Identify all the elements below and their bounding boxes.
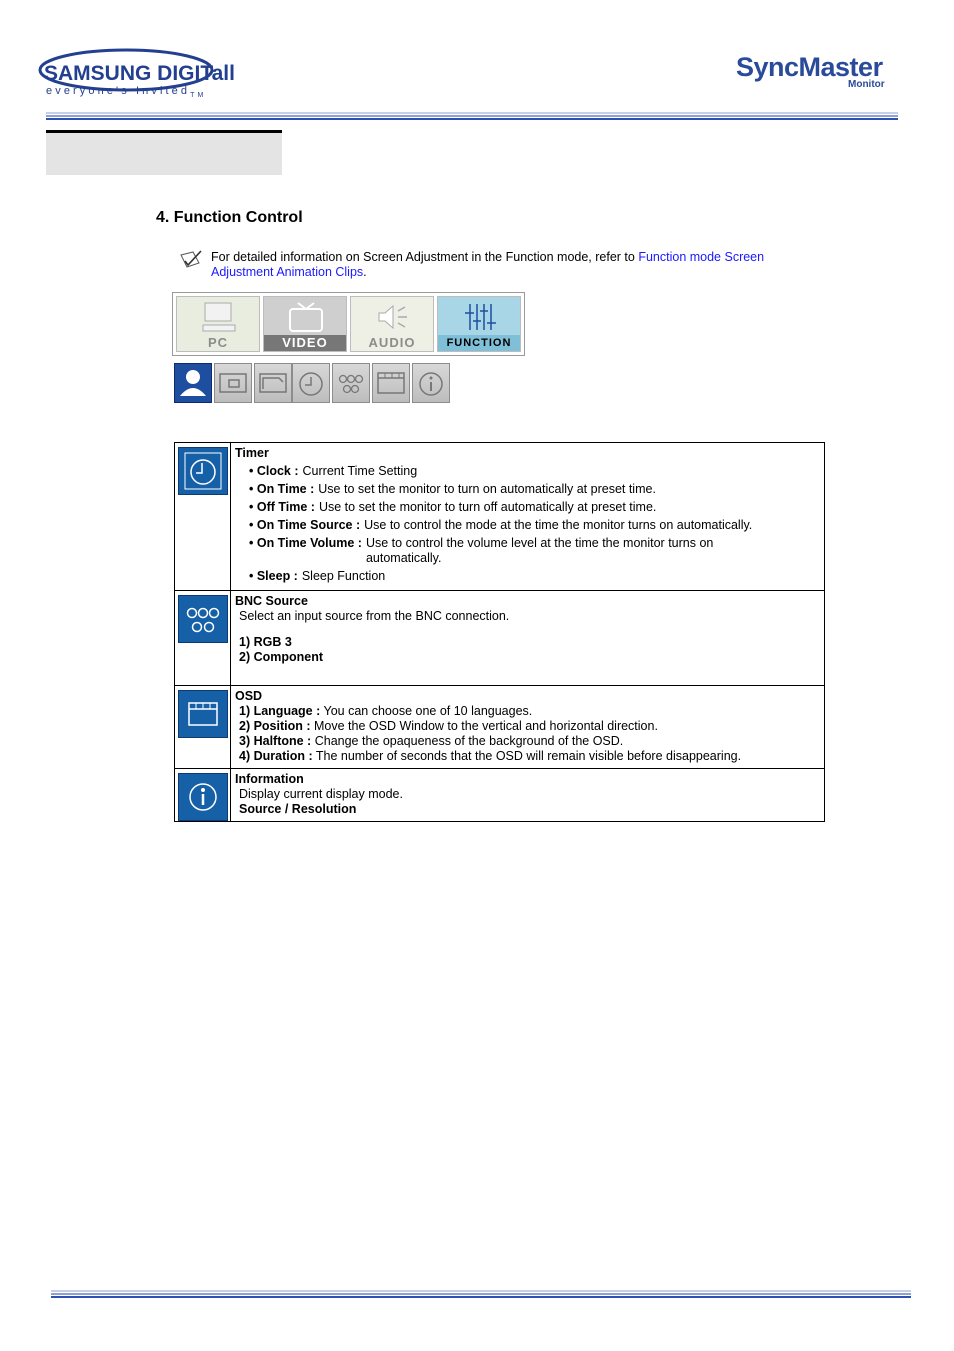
speaker-icon bbox=[375, 301, 411, 335]
bnc-title: BNC Source bbox=[235, 594, 308, 608]
list-item: 4) Duration : The number of seconds that the OSD will remain visible before disappearing. bbox=[239, 749, 742, 763]
table-row-bnc bbox=[175, 591, 825, 686]
user-icon[interactable] bbox=[174, 363, 212, 403]
list-item: 1) Language : You can choose one of 10 languages. bbox=[239, 704, 533, 718]
tv-icon bbox=[288, 301, 324, 335]
function-icon-bar bbox=[172, 363, 453, 405]
list-item: • Clock : Current Time Setting bbox=[249, 464, 418, 478]
computer-icon bbox=[201, 301, 237, 335]
list-item: • On Time : Use to set the monitor to turn on automatically at preset time. bbox=[249, 482, 656, 496]
bnc-option-2: 2) Component bbox=[239, 650, 324, 664]
info-title: Information bbox=[235, 772, 304, 786]
animation-clips-link[interactable]: Function mode Screen Adjustment Animation Clips bbox=[211, 250, 765, 279]
equalizer-icon bbox=[462, 301, 498, 335]
osd-title: OSD bbox=[235, 689, 263, 703]
list-item: • Sleep : Sleep Function bbox=[249, 569, 386, 583]
bnc-option-1: 1) RGB 3 bbox=[239, 635, 292, 649]
list-item: 3) Halftone : Change the opaqueness of the background of the OSD. bbox=[239, 734, 624, 748]
list-item: • On Time Volume : Use to control the volume level at the time the monitor turns on automatically. bbox=[249, 536, 714, 565]
brand-logo-text: SAMSUNG DIGITall bbox=[44, 62, 235, 85]
tab-video-label: VIDEO bbox=[264, 335, 346, 351]
tab-pc-label: PC bbox=[207, 335, 229, 350]
info-icon[interactable] bbox=[412, 363, 450, 403]
pip-icon[interactable] bbox=[214, 363, 252, 403]
info-icon bbox=[178, 773, 228, 821]
table-row-osd bbox=[175, 686, 825, 769]
tab-audio[interactable] bbox=[350, 296, 434, 352]
title-bar bbox=[46, 133, 282, 175]
tab-function-label: FUNCTION bbox=[438, 335, 520, 351]
note-icon bbox=[179, 249, 205, 271]
info-desc: Display current display mode. bbox=[239, 787, 403, 801]
tab-video[interactable] bbox=[263, 296, 347, 352]
product-logo: SyncMaster bbox=[736, 52, 883, 82]
list-item: • On Time Source : Use to control the mode at the time the monitor turns on automatically. bbox=[249, 518, 753, 532]
section-heading: 4. Function Control bbox=[156, 209, 303, 226]
mode-tabs bbox=[172, 292, 525, 356]
bnc-desc: Select an input source from the BNC connection. bbox=[239, 609, 510, 623]
tab-pc[interactable] bbox=[176, 296, 260, 352]
timer-title: Timer bbox=[235, 446, 269, 460]
timer-icon bbox=[178, 447, 228, 495]
table-row-timer bbox=[175, 443, 825, 591]
osd-icon bbox=[178, 690, 228, 738]
list-item: • Off Time : Use to set the monitor to turn off automatically at preset time. bbox=[249, 500, 657, 514]
tab-function[interactable] bbox=[437, 296, 521, 352]
bnc-icon bbox=[178, 595, 228, 643]
bnc-icon[interactable] bbox=[332, 363, 370, 403]
info-sub: Source / Resolution bbox=[239, 802, 357, 816]
note-text: For detailed information on Screen Adjustment in the Function mode, refer to Function mode Screen Adjustment Animation Clips. bbox=[211, 250, 765, 279]
table-row-information bbox=[175, 769, 825, 822]
list-item: 2) Position : Move the OSD Window to the vertical and horizontal direction. bbox=[239, 719, 658, 733]
osd-icon[interactable] bbox=[372, 363, 410, 403]
brand-tagline: everyone's Invited$_{TM}$ bbox=[46, 85, 207, 100]
timer-icon[interactable] bbox=[292, 363, 330, 403]
function-table bbox=[174, 442, 825, 822]
footer-rule bbox=[51, 1290, 911, 1299]
picture-icon[interactable] bbox=[254, 363, 292, 403]
product-sub-logo: Monitor bbox=[848, 79, 885, 90]
header-rule bbox=[46, 112, 898, 121]
tab-audio-label: AUDIO bbox=[368, 335, 416, 350]
